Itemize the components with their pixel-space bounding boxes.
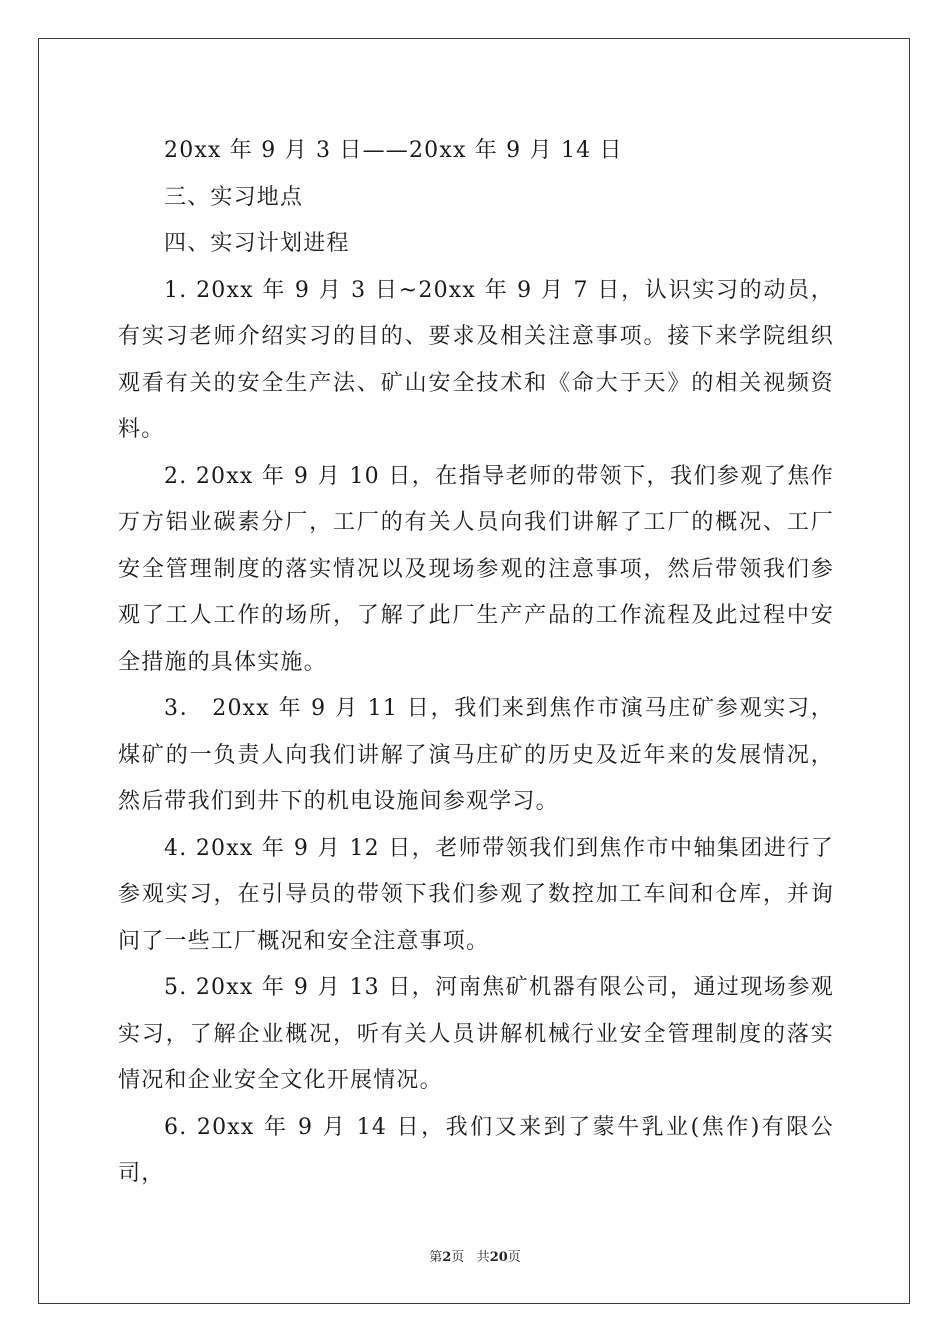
total-prefix: 共 bbox=[476, 1250, 490, 1265]
document-body bbox=[118, 128, 834, 1198]
section-heading-schedule: 四、实习计划进程 bbox=[164, 231, 350, 256]
date-range-line: 20xx 年 9 月 3 日——20xx 年 9 月 14 日 bbox=[164, 138, 623, 163]
page-prefix: 第 bbox=[429, 1250, 443, 1265]
schedule-item-4: 4. 20xx 年 9 月 12 日，老师带领我们到焦作市中轴集团进行了参观实习，在引导员的带领下我们参观了数控加工车间和仓库，并询问了一些工厂概况和安全注意事项。 bbox=[118, 835, 834, 954]
schedule-item-6: 6. 20xx 年 9 月 14 日，我们又来到了蒙牛乳业(焦作)有限公司， bbox=[118, 1114, 834, 1186]
schedule-item-3: 3． 20xx 年 9 月 11 日，我们来到焦作市演马庄矿参观实习，煤矿的一负责人向我们讲解了演马庄矿的历史及近年来的发展情况，然后带我们到井下的机电设施间参观学习。 bbox=[118, 696, 834, 814]
schedule-item-2: 2. 20xx 年 9 月 10 日，在指导老师的带领下，我们参观了焦作万方铝业碳素分厂，工厂的有关人员向我们讲解了工厂的概况、工厂安全管理制度的落实情况以及现场参观的注意事项，然后带领我们参观了工人工作的场所，了解了此厂生产产品的工作流程及此过程中安全措施的具体实施。 bbox=[118, 463, 834, 675]
page-footer bbox=[0, 1246, 950, 1265]
page-suffix: 页 bbox=[451, 1250, 465, 1265]
total-pages: 20 bbox=[489, 1250, 508, 1265]
schedule-item-1: 1. 20xx 年 9 月 3 日~20xx 年 9 月 7 日，认识实习的动员，有实习老师介绍实习的目的、要求及相关注意事项。接下来学院组织观看有关的安全生产法、矿山安全技术和《命大于天》的相关视频资料。 bbox=[118, 277, 834, 442]
section-heading-location: 三、实习地点 bbox=[164, 184, 304, 210]
total-suffix: 页 bbox=[507, 1250, 521, 1265]
schedule-item-5: 5. 20xx 年 9 月 13 日，河南焦矿机器有限公司，通过现场参观实习，了解企业概况，听有关人员讲解机械行业安全管理制度的落实情况和企业安全文化开展情况。 bbox=[118, 975, 834, 1093]
page-number: 2 bbox=[442, 1250, 452, 1265]
